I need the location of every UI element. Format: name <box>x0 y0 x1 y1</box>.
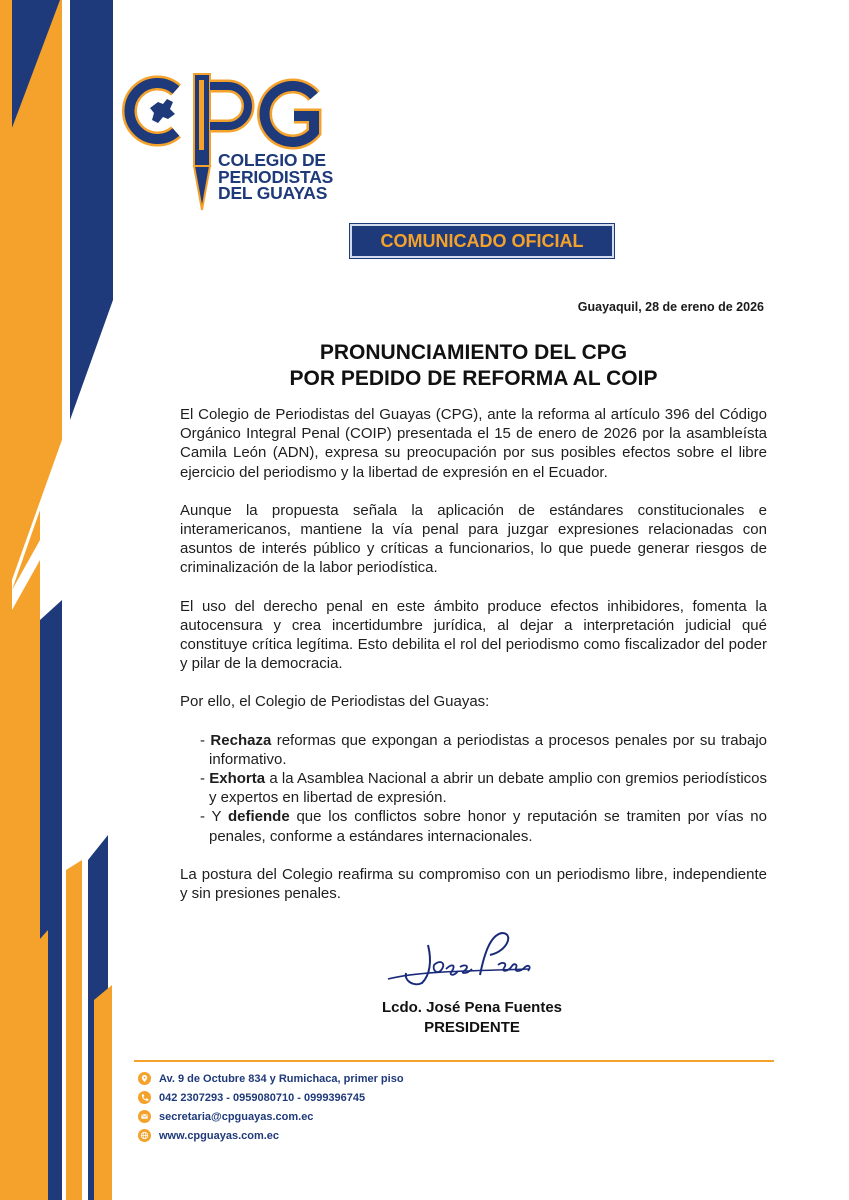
signer-name: Lcdo. José Pena Fuentes <box>381 999 563 1016</box>
phone-row <box>138 1088 404 1107</box>
paragraph-4: Por ello, el Colegio de Periodistas del Guayas: <box>180 693 490 711</box>
bullet-prefix: - Y <box>200 808 228 826</box>
website-link[interactable]: www.cpguayas.com.ec <box>159 1129 280 1142</box>
bullet-text: a la Asamblea Nacional a abrir un debate amplio con gremios periodísticos y expertos en libertad de expresión. <box>209 770 767 807</box>
document-date: Guayaquil, 28 de ereno de 2026 <box>577 300 764 314</box>
signer-block <box>330 998 614 1038</box>
phone-text: 042 2307293 - 0959080710 - 0999396745 <box>159 1091 366 1104</box>
official-communique-badge: COMUNICADO OFICIAL <box>350 224 614 258</box>
document-body <box>180 405 767 922</box>
organization-name <box>218 152 333 202</box>
bullet-text: que los conflictos sobre honor y reputación se tramiten por vías no penales, conforme a estándares internacionales. <box>209 808 767 845</box>
org-name-line-1: COLEGIO DE <box>218 150 326 170</box>
org-name-line-2: PERIODISTAS <box>218 166 334 187</box>
list-item <box>200 807 767 845</box>
envelope-icon <box>138 1110 151 1123</box>
list-item <box>200 769 767 807</box>
list-item <box>200 731 767 769</box>
resolutions-list <box>180 731 767 846</box>
paragraph-1: El Colegio de Periodistas del Guayas (CPG), ante la reforma al artículo 396 del Código Orgánico Integral Penal (COIP) presentada el 15 de enero de 2026 por la asambleísta Camila León (ADN), expresa su preocupación por sus posibles efectos sobre el libre ejercicio del periodismo y la libertad de expresión en el Ecuador. <box>180 406 767 481</box>
title-line-2: POR PEDIDO DE REFORMA AL COIP <box>289 367 658 390</box>
org-name-line-3: DEL GUAYAS <box>218 183 328 203</box>
email-row <box>138 1107 404 1126</box>
bullet-keyword: defiende <box>228 808 290 826</box>
address-text: Av. 9 de Octubre 834 y Rumichaca, primer piso <box>159 1072 404 1085</box>
bullet-prefix: - <box>200 731 211 749</box>
paragraph-2: Aunque la propuesta señala la aplicación de estándares constitucionales e interamericanos, mantiene la vía penal para juzgar expresiones relacionadas con asuntos de interés público y críticas a funcionarios, lo que puede generar riesgos de criminalización de la labor periodística. <box>180 501 767 577</box>
footer-contacts <box>138 1069 404 1145</box>
signer-role: PRESIDENTE <box>424 1019 520 1036</box>
footer-divider <box>134 1060 774 1062</box>
bullet-text: reformas que expongan a periodistas a procesos penales por su trabajo informativo. <box>209 731 767 768</box>
bullet-keyword: Exhorta <box>209 770 266 788</box>
bullet-prefix: - <box>200 770 210 788</box>
email-link[interactable]: secretaria@cpguayas.com.ec <box>159 1110 314 1123</box>
phone-icon <box>138 1091 151 1104</box>
address-row <box>138 1069 404 1088</box>
document-title <box>180 340 767 392</box>
paragraph-3: El uso del derecho penal en este ámbito produce efectos inhibidores, fomenta la autocensura y crea incertidumbre jurídica, al dejar a interpretación judicial qué constituye crítica legítima. Esto debilita el rol del periodismo como fiscalizador del poder y pilar de la democracia. <box>180 597 767 673</box>
logo-letters: CPG <box>128 55 163 72</box>
location-pin-icon <box>138 1072 151 1085</box>
bullet-keyword: Rechaza <box>210 731 272 749</box>
closing-paragraph: La postura del Colegio reafirma su compromiso con un periodismo libre, independiente y sin presiones penales. <box>180 865 767 903</box>
globe-icon <box>138 1129 151 1142</box>
handwritten-signature <box>380 925 550 995</box>
title-line-1: PRONUNCIAMIENTO DEL CPG <box>319 341 628 364</box>
web-row <box>138 1126 404 1145</box>
